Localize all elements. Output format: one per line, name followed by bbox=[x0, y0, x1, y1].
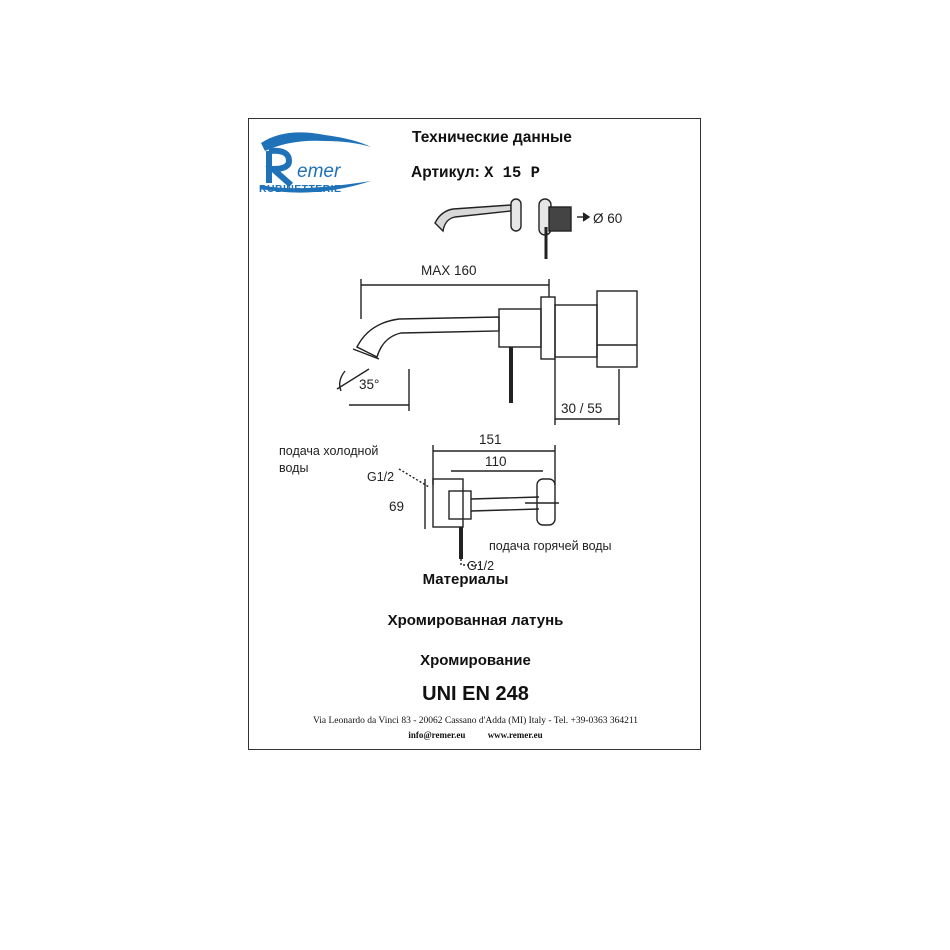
material-brass: Хромированная латунь bbox=[387, 612, 564, 629]
angle-label: 35° bbox=[359, 377, 380, 392]
company-address: Via Leonardo da Vinci 83 - 20062 Cassano d'Adda (MI) Italy - Tel. +39-0363 364211 bbox=[312, 716, 639, 726]
side-wallbox bbox=[597, 291, 637, 367]
spec-sheet bbox=[248, 118, 701, 750]
article-code: X 15 P bbox=[484, 164, 540, 182]
standard-label: UNI EN 248 bbox=[422, 683, 529, 705]
contacts bbox=[249, 730, 702, 740]
side-body bbox=[499, 309, 541, 347]
hot-thread-label: G1/2 bbox=[467, 559, 495, 573]
height-label: 69 bbox=[389, 499, 405, 514]
width-inner-label: 110 bbox=[485, 454, 507, 469]
depth-label: 30 / 55 bbox=[561, 401, 603, 416]
width-total-label: 151 bbox=[479, 432, 502, 447]
side-cartridge bbox=[555, 305, 597, 357]
svg-text:emer: emer bbox=[297, 161, 341, 182]
max-length-label: MAX 160 bbox=[421, 263, 477, 278]
side-spout bbox=[357, 317, 499, 357]
side-plate bbox=[541, 297, 555, 359]
top-body bbox=[433, 479, 463, 527]
logo-subtitle: RUBINETTERIE bbox=[259, 183, 342, 195]
cold-thread-label: G1/2 bbox=[367, 470, 395, 484]
mixer-body bbox=[549, 207, 571, 231]
hot-supply-note: подача горячей воды bbox=[489, 539, 612, 553]
spout-plate bbox=[511, 199, 521, 231]
spout-sketch bbox=[435, 205, 511, 231]
materials-title: Материалы bbox=[422, 571, 509, 588]
cold-supply-note-line1: подача холодной bbox=[279, 444, 379, 458]
article-label: Артикул: bbox=[411, 164, 480, 181]
diameter-label: Ø 60 bbox=[593, 211, 623, 226]
page-title: Технические данные bbox=[412, 129, 572, 146]
cold-supply-note-line2: воды bbox=[279, 461, 309, 475]
website-link[interactable]: www.remer.eu bbox=[487, 730, 543, 740]
top-wheel bbox=[537, 479, 555, 525]
email-link[interactable]: info@remer.eu bbox=[408, 730, 466, 740]
material-finish: Хромирование bbox=[420, 652, 531, 669]
